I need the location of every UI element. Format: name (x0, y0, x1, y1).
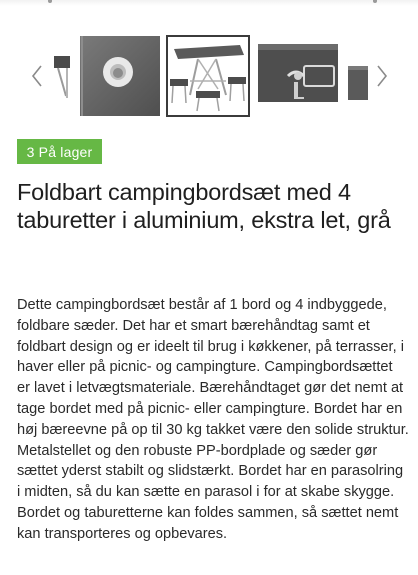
parasol-ring-detail-image (80, 36, 160, 116)
product-title: Foldbart campingbordsæt med 4 taburetter i aluminium, ekstra let, grå (17, 179, 391, 233)
gallery-next-button[interactable] (372, 60, 392, 92)
chevron-right-icon (376, 64, 388, 88)
main-image-edge (0, 0, 418, 6)
main-image-fragment (48, 0, 52, 3)
stock-badge: 3 På lager (17, 139, 102, 164)
folded-table-edge-image (346, 36, 368, 116)
product-description: Dette campingbordsæt består af 1 bord og 4 indbyggede, foldbare sæder. Det har et smart bærehåndtag samt et foldbart design og er ideelt til brug i køkkener, på terrasser, i haver eller på picnic- og campingture. Campingbordsættet er lavet i letvægtsmateriale. Bærehåndtaget gør det nemt at tage bordet med på picnic- eller campingture. Bordet har en høj bæreevne på op til 30 kg takket være den solide struktur. Metalstellet og den robuste PP-bordplade og sæder gør sættet yderst stabilt og slidstærkt. Bordet har en parasolring i midten, så du kan sætte en parasol i for at skabe skygge. Bordet og taburetterne kan foldes sammen, så sættet nemt kan transporteres og opbevares. (17, 297, 409, 542)
folded-table-handle-image (258, 36, 338, 116)
gallery-prev-button[interactable] (27, 60, 47, 92)
image-gallery (0, 36, 418, 118)
gallery-thumbnail-selected[interactable] (166, 35, 250, 117)
gallery-thumbnail[interactable] (258, 36, 338, 116)
table-with-stools-image (168, 37, 248, 115)
table-leg-detail-image (54, 36, 70, 116)
gallery-thumbnail[interactable] (80, 36, 160, 116)
gallery-thumbnail[interactable] (346, 36, 368, 116)
gallery-thumbnail[interactable] (54, 36, 70, 116)
chevron-left-icon (31, 64, 43, 88)
main-image-fragment (373, 0, 377, 3)
